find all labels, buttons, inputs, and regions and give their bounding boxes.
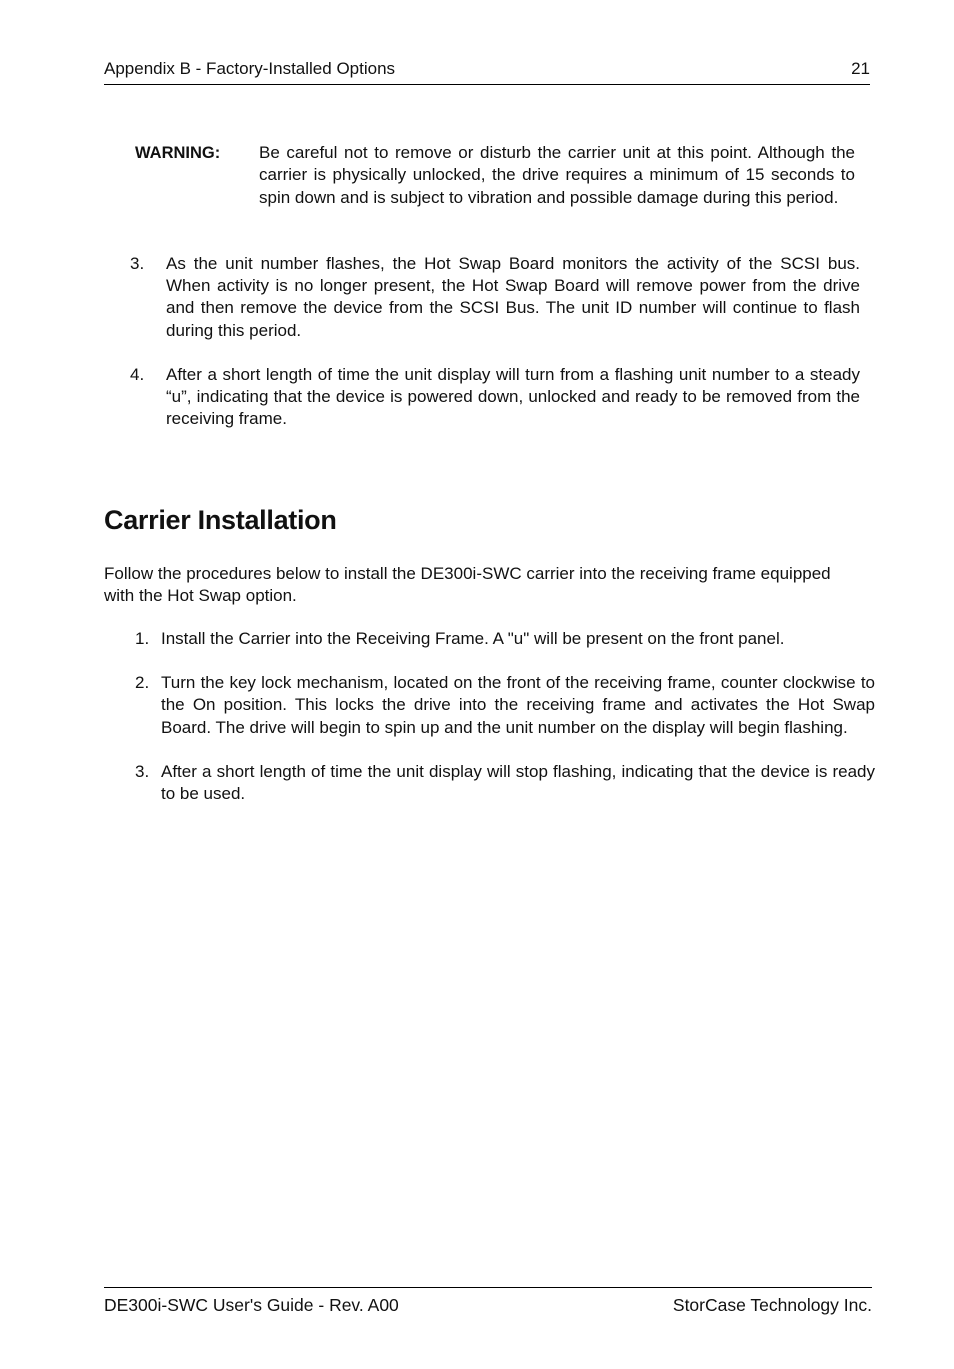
installation-steps-list <box>135 628 875 827</box>
step-text: Turn the key lock mechanism, located on the front of the receiving frame, counter clockwise to the On position. This locks the drive into the receiving frame and activates the Hot Swap Board. The drive will begin to spin up and the unit number on the display will begin flashing. <box>161 673 875 737</box>
header-page-number: 21 <box>851 59 870 78</box>
step-number: 2. <box>135 673 150 693</box>
list-item <box>135 628 875 650</box>
step-text: After a short length of time the unit display will turn from a flashing unit number to a steady “u”, indicating that the device is powered down, unlocked and ready to be removed from the receiving frame. <box>166 364 860 429</box>
removal-steps-list <box>130 253 860 452</box>
list-item <box>135 761 875 805</box>
step-number: 3. <box>130 254 145 273</box>
section-intro: Follow the procedures below to install the DE300i-SWC carrier into the receiving frame equipped with the Hot Swap option. <box>104 564 831 605</box>
page-header <box>104 58 870 85</box>
footer-company: StorCase Technology Inc. <box>672 1295 872 1315</box>
list-item <box>130 253 860 342</box>
step-number: 4. <box>130 364 145 384</box>
step-text: As the unit number flashes, the Hot Swap Board monitors the activity of the SCSI bus. When activity is no longer present, the Hot Swap Board will remove power from the drive and then remove the device from the SCSI Bus. The unit ID number will continue to flash during this period. <box>166 254 860 340</box>
list-item <box>130 364 860 431</box>
page-footer <box>104 1287 872 1315</box>
warning-block <box>135 142 855 209</box>
step-text: Install the Carrier into the Receiving Frame. A "u" will be present on the front panel. <box>161 629 785 648</box>
section-heading: Carrier Installation <box>104 505 337 535</box>
step-text: After a short length of time the unit display will stop flashing, indicating that the device is ready to be used. <box>161 761 875 804</box>
step-number: 1. <box>135 629 150 648</box>
warning-label: WARNING: <box>135 144 221 162</box>
header-section-title: Appendix B - Factory-Installed Options <box>104 59 396 78</box>
footer-document-title: DE300i-SWC User's Guide - Rev. A00 <box>104 1295 399 1315</box>
warning-text: Be careful not to remove or disturb the carrier unit at this point. Although the carrier is physically unlocked, the drive requires a minimum of 15 seconds to spin down and is subject to vibration and possible damage during this period. <box>259 143 855 207</box>
step-number: 3. <box>135 761 150 781</box>
list-item <box>135 672 875 739</box>
